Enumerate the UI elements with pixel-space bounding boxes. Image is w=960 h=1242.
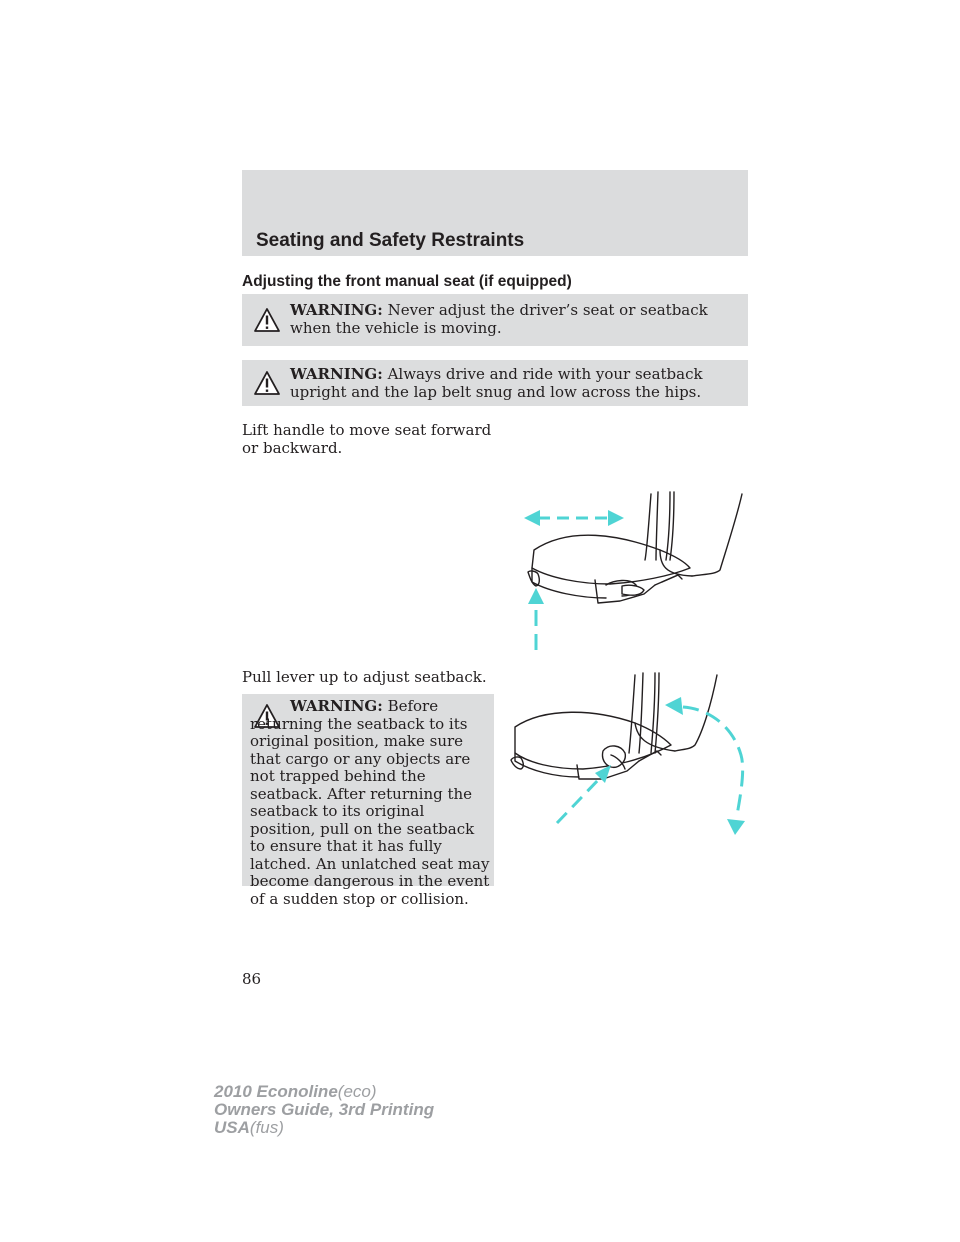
seat-track-illustration (510, 480, 750, 650)
warning-triangle-icon (254, 371, 280, 395)
section-heading: Adjusting the front manual seat (if equipped) (242, 273, 572, 290)
seatback-recline-illustration (505, 665, 755, 845)
document-footer (214, 1083, 434, 1137)
warning-text: Before returning the seatback to its original position, make sure that cargo or any objects are not trapped behind the seatback. After returning the seatback to its original position, pull on the seatback to ensure that it has fully latched. An unlatched seat may become dangerous in the event of a sudden stop or collision. (250, 697, 490, 908)
footer-edition: Owners Guide, 3rd Printing (214, 1100, 435, 1119)
instruction-adjust-seatback: Pull lever up to adjust seatback. (242, 668, 487, 686)
footer-model-code: (eco) (337, 1082, 377, 1101)
warning-box-3 (242, 694, 494, 908)
instruction-move-seat: Lift handle to move seat forward or backward. (242, 421, 492, 457)
page-number: 86 (242, 970, 262, 988)
footer-region-code: (fus) (249, 1118, 284, 1137)
warning-label: WARNING: (290, 365, 383, 383)
warning-text: Never adjust the driver’s seat or seatback when the vehicle is moving. (290, 301, 708, 337)
warning-box-1 (242, 294, 748, 346)
page-section-title: Seating and Safety Restraints (256, 230, 525, 251)
warning-triangle-icon (254, 308, 280, 332)
warning-label: WARNING: (290, 697, 383, 715)
warning-box-2 (242, 360, 748, 406)
warning-text: Always drive and ride with your seatback upright and the lap belt snug and low across the hips. (290, 365, 703, 401)
warning-label: WARNING: (290, 301, 383, 319)
footer-region: USA (214, 1118, 250, 1137)
footer-model: 2010 Econoline (214, 1082, 338, 1101)
